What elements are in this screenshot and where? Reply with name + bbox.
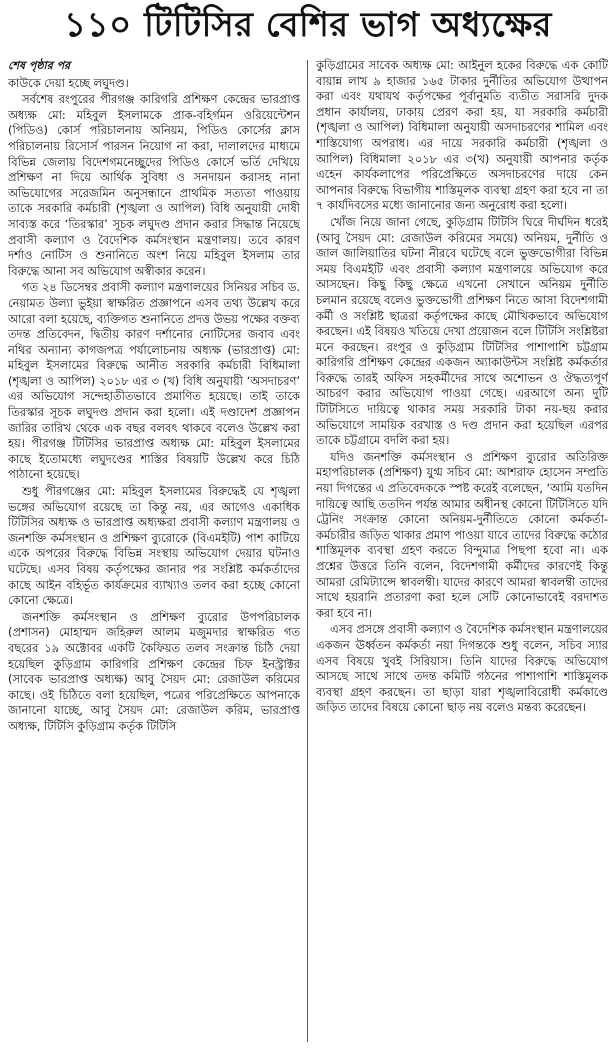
paragraph: খোঁজ নিয়ে জানা গেছে, কুড়িগ্রাম টিটিসি ঘিরে দীর্ঘদিন ধরেই (আবু সৈয়দ মো: রেজাউল করিমের সময়ে) অনিয়ম, দুর্নীতি ও জাল জালিয়াতির ঘটনা নীরবে ঘটেছে বলে ভুক্তভোগীরা বিভিন্ন সময় বিএমইটি এবং প্রবাসী কল্যাণ মন্ত্রণালয়ে অভিযোগ করে আসছেন। কিছু কিছু ক্ষেত্রে এখনো সেখানে অনিয়ম দুর্নীতি চলমান রয়েছে বলেও ভুক্তভোগী প্রশিক্ষণ নিতে আসা বিদেশগামী কর্মী ও সংশ্লিষ্ট ছাত্ররা কর্তৃপক্ষের কাছে মৌখিকভাবে অভিযোগ করছেন। এই বিষয়ও খতিয়ে দেখা প্রয়োজন বলে টিটিসি সংশ্লিষ্টরা মনে করছেন। রংপুর ও কুড়িগ্রাম টিটিসির পাশাপাশি চট্টগ্রাম কারিগরি প্রশিক্ষণ কেন্দ্রের একজন অ্যাকাউন্টস সংশ্লিষ্ট কর্মকর্তার বিরুদ্ধে তারই অফিস সহকর্মীদের সাথে অশোভন ও ঔদ্ধত্যপূর্ণ আচরণ করার অভিযোগ পাওয়া গেছে। এরআগে অন্য দুটি টিটিসিতে দায়িত্বে থাকার সময় সরকারি টাকা নয়-ছয় করার অভিযোগে সাময়িক বরখাস্ত ও দণ্ড প্রদান করা হয়েছিল এরপর তাকে চট্টগ্রামে বদলি করা হয়। [316, 214, 608, 448]
paragraph: কুড়িগ্রামের সাবেক অধ্যক্ষ মো: আইনুল হকের বিরুদ্ধে এক কোটি বায়ান্ন লাখ ৯ হাজার ১৬৫ টাকার দুর্নীতির অভিযোগ উত্থাপন করা এবং যথাযথ কর্তৃপক্ষের পূর্বানুমতি ব্যতীত সরাসরি দুদক প্রধান কার্যালয়, ঢাকায় প্রেরণ করা হয়, যা সরকারি কর্মচারী (শৃঙ্খলা ও আপিল) বিধিমালা অনুযায়ী অসদাচরণের শামিল এবং শাস্তিযোগ্য অপরাধ। এর দায়ে সরকারি কর্মচারী (শৃঙ্খলা ও আপিল) বিধিমালা ২০১৮ এর ৩(খ) অনুযায়ী আপনার কর্তৃক এহেন কার্যকলাপের পরিপ্রেক্ষিতে অসদাচরণের দায়ে কেন আপনার বিরুদ্ধে বিভাগীয় শাস্তিমূলক ব্যবস্থা গ্রহণ করা হবে না তা ৭ কার্যদিবসের মধ্যে জানানোর জন্য অনুরোধ করা হলো। [316, 58, 608, 213]
paragraph: যদিও জনশক্তি কর্মসংস্থান ও প্রশিক্ষণ ব্যুরোর অতিরিক্ত মহাপরিচালক (প্রশিক্ষণ) যুগ্ম সচিব মো: আশরাফ হোসেন সম্প্রতি নয়া দিগন্তের এ প্রতিবেদককে স্পষ্ট করেই বলেছেন, ‘আমি যতদিন দায়িত্বে আছি ততদিন পর্যন্ত আমার অধীনস্থ কোনো টিটিসিতে যদি ট্রেনিং সংক্রান্ত কোনো অনিয়ম-দুর্নীতিতে কোনো কর্মকর্তা-কর্মচারীর জড়িত থাকার প্রমাণ পাওয়া যাবে তাদের বিরুদ্ধে কঠোর শাস্তিমূলক ব্যবস্থা গ্রহণ করতে বিন্দুমাত্র পিছপা হবো না। এক প্রশ্নের উত্তরে তিনি বলেন, বিদেশগামী কর্মীদের কারণেই কিন্তু আমরা রেমিট্যান্সে স্বাবলম্বী। যাদের কারণে আমরা স্বাবলম্বী তাদের সাথে হয়রানি প্রতারণা করা হলে সেটি কোনোভাবেই বরদাশত করা হবে না। [316, 449, 608, 620]
column-left [8, 58, 300, 1044]
paragraph: সর্বশেষ রংপুরের পীরগঞ্জ কারিগরি প্রশিক্ষণ কেন্দ্রের ভারপ্রাপ্ত অধ্যক্ষ মো: মহিবুল ইসলামকে প্রাক-বহির্গমন ওরিয়েন্টেশন (পিডিও) কোর্স পরিচালনায় অনিয়ম, পিডিও কোর্সের ক্লাস পরিচালনায় রিসোর্স পারসন নিয়োগ না করা, দালালদের মাধ্যমে বিভিন্ন জেলায় বিদেশগমনেচ্ছুদের পিডিও কোর্সে ভর্তি দেখিয়ে প্রশিক্ষণ না দিয়ে আর্থিক সুবিধা ও সনদায়ন করাসহ নানা অভিযোগের সরেজমিন অনুসন্ধানে প্রাথমিক সত্যতা পাওয়ায় তাকে সরকারি কর্মচারী (শৃঙ্খলা ও আপিল) বিধি অনুযায়ী দোষী সাব্যস্ত করে ‘তিরস্কার’ সূচক লঘুদণ্ড প্রদান করার সিদ্ধান্ত নিয়েছে প্রবাসী কল্যাণ ও বৈদেশিক কর্মসংস্থান মন্ত্রণালয়। তবে কারণ দর্শাও নোটিস ও শুনানিতে অংশ নিয়ে মহিবুল ইসলাম তার বিরুদ্ধে আনা সব অভিযোগ অস্বীকার করেন। [8, 92, 300, 278]
continued-from-label: শেষ পৃষ্ঠার পর [8, 59, 71, 72]
paragraph: এসব প্রসঙ্গে প্রবাসী কল্যাণ ও বৈদেশিক কর্মসংস্থান মন্ত্রণালয়ের একজন ঊর্ধ্বতন কর্মকর্তা নয়া দিগন্তকে শুধু বলেন, সচিব স্যার এসব বিষয়ে খুবই সিরিয়াস। তিনি যাদের বিরুদ্ধে অভিযোগ আসছে সাথে সাথে তদন্ত কমিটি গঠনের পাশাপাশি শাস্তিমূলক ব্যবস্থা গ্রহণ করছেন। তা ছাড়া যারা শৃঙ্খলাবিরোধী কর্মকাণ্ডে জড়িত তাদের বিষয়ে কোনো ছাড় নয় বলেও মন্তব্য করেছেন। [316, 622, 608, 715]
paragraph: কাউকে দেয়া হচ্ছে লঘুদণ্ড। [8, 75, 129, 90]
headline: ১১০ টিটিসির বেশির ভাগ অধ্যক্ষের [64, 4, 552, 45]
column-divider [307, 60, 308, 1042]
paragraph: জনশক্তি কর্মসংস্থান ও প্রশিক্ষণ ব্যুরোর উপপরিচালক (প্রশাসন) মোহাম্মদ জহিরুল আলম মজুমদার স্বাক্ষরিত গত বছরের ১৯ অক্টোবর একটি কৈফিয়ত তলব সংক্রান্ত চিঠি দেয়া হয়েছিল কুড়িগ্রাম কারিগরি প্রশিক্ষণ কেন্দ্রের চিফ ইনস্ট্রাক্টর (সাবেক ভারপ্রাপ্ত অধ্যক্ষ) আবু সৈয়দ মো: রেজাউল করিমের কাছে। ওই চিঠিতে বলা হয়েছিল, পত্রের পরিপ্রেক্ষিতে আপনাকে জানানো যাচ্ছে, আবু সৈয়দ মো: রেজাউল করিম, ভারপ্রাপ্ত অধ্যক্ষ, টিটিসি কুড়িগ্রাম কর্তৃক টিটিসি [8, 609, 300, 733]
paragraph: গত ২৪ ডিসেম্বর প্রবাসী কল্যাণ মন্ত্রণালয়ের সিনিয়র সচিব ড. নেয়ামত উল্যা ভুইয়া স্বাক্ষরিত প্রজ্ঞাপনে এসব তথ্য উল্লেখ করে আরো বলা হয়েছে, ব্যক্তিগত শুনানিতে প্রদত্ত উভয় পক্ষের বক্তব্য তদন্ত প্রতিবেদন, দ্বিতীয় কারণ দর্শানোর নোটিসের জবাব এবং নথির অন্যান্য কাগজপত্র পর্যালোচনায় অধ্যক্ষ (ভারপ্রাপ্ত) মো: মহিবুল ইসলামের বিরুদ্ধে আনীত সরকারি কর্মচারী বিধিমালা (শৃঙ্খলা ও আপিল) ২০১৮ এর ৩ (খ) বিধি অনুযায়ী ‘অসদাচরণ’ এর অভিযোগ সন্দেহাতীতভাবে প্রমাণিত হয়েছে। তাই তাকে তিরস্কার সূচক লঘুদণ্ড প্রদান করা হলো। এই দণ্ডাদেশ প্রজ্ঞাপন জারির তারিখ থেকে এক বছর বলবৎ থাকবে বলেও উল্লেখ করা হয়। পীরগঞ্জ টিটিসির ভারপ্রাপ্ত অধ্যক্ষ মো: মহিবুল ইসলামের কাছে ইতোমধ্যে লঘুদণ্ডের শাস্তির বিষয়টি উল্লেখ করে চিঠি পাঠানো হয়েছে। [8, 280, 300, 482]
column-right [316, 58, 608, 1044]
paragraph: শুধু পীরগঞ্জের মো: মহিবুল ইসলামের বিরুদ্ধেই যে শৃঙ্খলা ভঙ্গের অভিযোগ রয়েছে তা কিন্তু নয়, এর আগেও একাধিক টিটিসির অধ্যক্ষ ও ভারপ্রাপ্ত অধ্যক্ষরা প্রবাসী কল্যাণ মন্ত্রণালয় ও জনশক্তি কর্মসংস্থান ও প্রশিক্ষণ ব্যুরোকে (বিএমইটি) পাশ কাটিয়ে একে অপরের বিরুদ্ধে বিভিন্ন সংস্থায় অভিযোগ দেয়ার ঘটনাও ঘটেছে। এসব বিষয় কর্তৃপক্ষের জানার পর সংশ্লিষ্ট কর্মকর্তাদের কাছে আইন বহির্ভূত কার্যক্রমের ব্যাখ্যাও তলব করা হচ্ছে কোনো কোনো ক্ষেত্রে। [8, 484, 300, 608]
